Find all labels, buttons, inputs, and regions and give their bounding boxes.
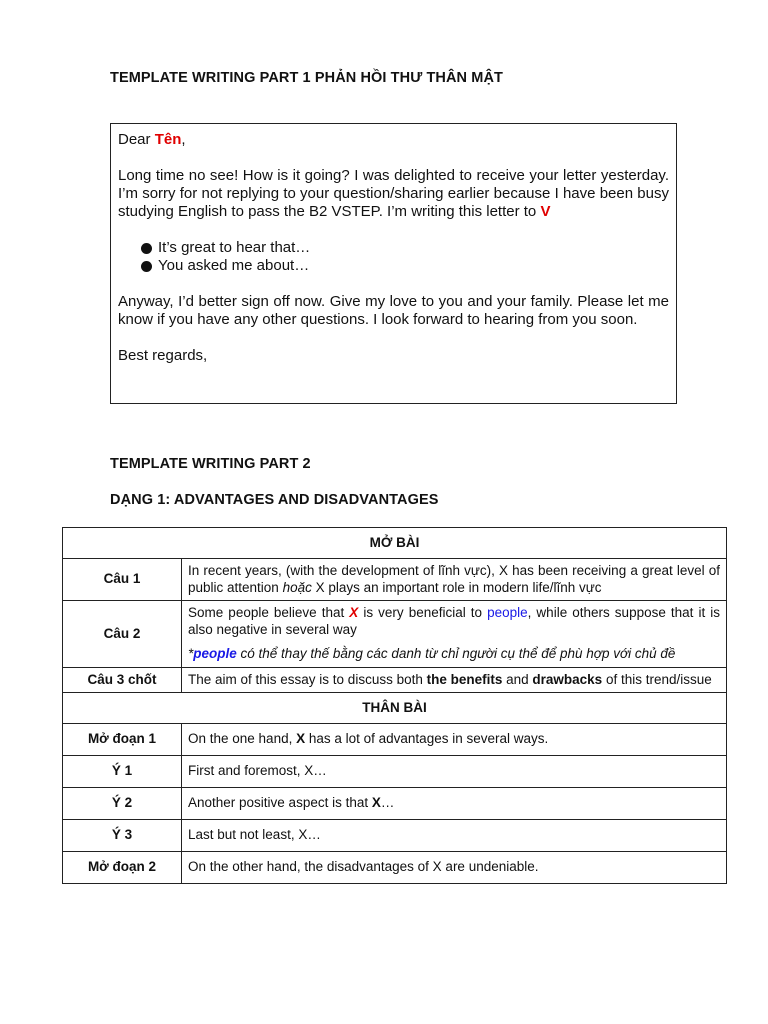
part2-type-title: DẠNG 1: ADVANTAGES AND DISADVANTAGES (110, 492, 439, 508)
table-row (63, 559, 727, 601)
row-content: On the one hand, X has a lot of advantages in several ways. (182, 724, 727, 756)
table-row (63, 756, 727, 788)
intro-header: MỞ BÀI (63, 528, 727, 559)
table-row (63, 693, 727, 724)
row-content: Last but not least, X… (182, 820, 727, 852)
table-row (63, 528, 727, 559)
bullet-icon (141, 243, 152, 254)
row-content: Some people believe that X is very beneficial to people, while others suppose that it is also negative in several way *people có thể thay thế bằng các danh từ chỉ người cụ thể để phù hợp với chủ đề (182, 601, 727, 668)
row-content: First and foremost, X… (182, 756, 727, 788)
letter-bullet-list (118, 239, 669, 275)
recipient-name: Tên (154, 131, 182, 148)
letter-template-box (110, 123, 677, 404)
row-label: Ý 2 (63, 788, 182, 820)
table-row (63, 724, 727, 756)
row-label: Ý 1 (63, 756, 182, 788)
letter-opening: Long time no see! How is it going? I was delighted to receive your letter yesterday. I’m sorry for not replying to your question/sharing earlier because I have been busy studying English to pass the B2 VSTEP. I’m writing this letter to V (118, 167, 669, 220)
part2-title: TEMPLATE WRITING PART 2 (110, 456, 311, 472)
row-content: On the other hand, the disadvantages of X are undeniable. (182, 852, 727, 884)
verb-placeholder: V (540, 203, 551, 220)
row-label: Câu 2 (63, 601, 182, 668)
letter-greeting: Dear Tên, (118, 131, 186, 148)
row-content: Another positive aspect is that X… (182, 788, 727, 820)
body-header: THÂN BÀI (63, 693, 727, 724)
row-content: The aim of this essay is to discuss both the benefits and drawbacks of this trend/issue (182, 667, 727, 693)
letter-closing: Anyway, I’d better sign off now. Give my love to you and your family. Please let me know if you have any other questions. I look forward to hearing from you soon. (118, 293, 669, 328)
row-content: In recent years, (with the development of lĩnh vực), X has been receiving a great level of public attention hoặc X plays an important role in modern life/lĩnh vực (182, 559, 727, 601)
list-item: You asked me about… (141, 257, 669, 275)
row-label: Mở đoạn 2 (63, 852, 182, 884)
letter-signoff: Best regards, (118, 347, 208, 364)
row-label: Câu 1 (63, 559, 182, 601)
list-item: It’s great to hear that… (141, 239, 669, 257)
part1-title: TEMPLATE WRITING PART 1 PHẢN HỒI THƯ THÂN MẬT (110, 70, 503, 86)
table-row (63, 667, 727, 693)
row-label: Ý 3 (63, 820, 182, 852)
essay-template-table (62, 527, 727, 884)
note-text: *people có thể thay thế bằng các danh từ chỉ người cụ thể để phù hợp với chủ đề (188, 646, 676, 661)
table-row (63, 820, 727, 852)
row-label: Câu 3 chốt (63, 667, 182, 693)
table-row (63, 601, 727, 668)
bullet-icon (141, 261, 152, 272)
table-row (63, 788, 727, 820)
table-row (63, 852, 727, 884)
row-label: Mở đoạn 1 (63, 724, 182, 756)
